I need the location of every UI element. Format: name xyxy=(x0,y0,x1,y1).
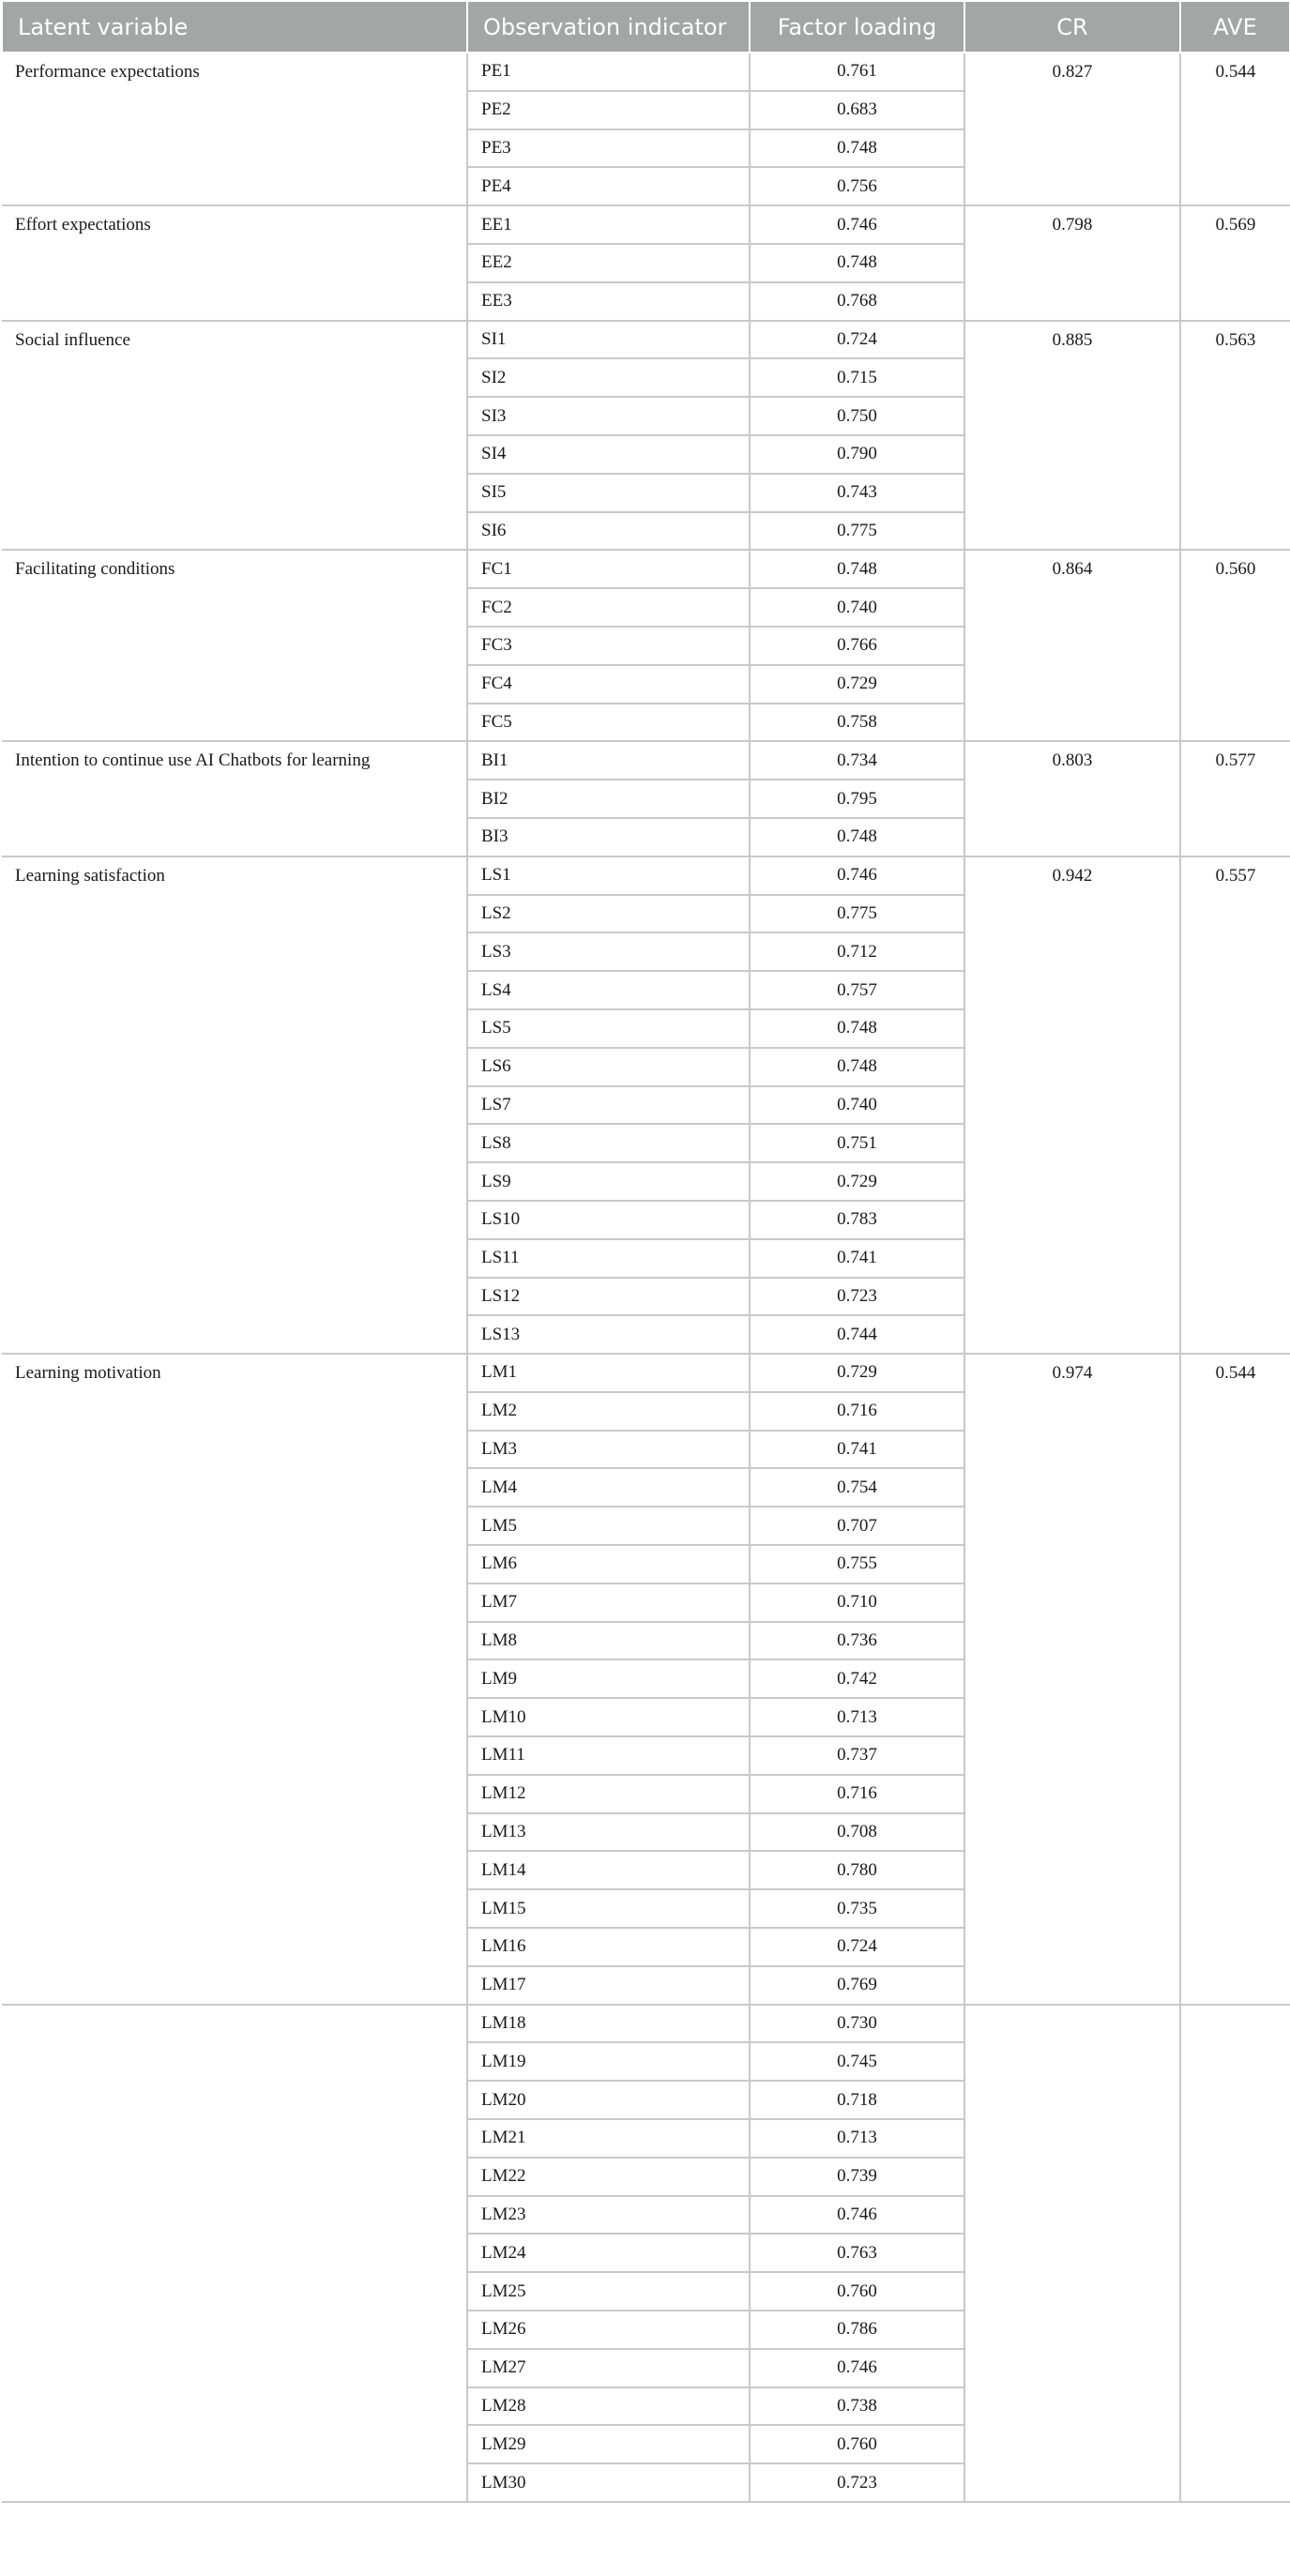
table-row xyxy=(2,2005,1290,2043)
factor-loading-cell: 0.708 xyxy=(750,1813,964,1852)
indicator-cell: SI2 xyxy=(467,358,750,397)
factor-loading-cell: 0.713 xyxy=(750,1698,964,1736)
indicator-cell: LM1 xyxy=(467,1354,750,1392)
indicator-cell: EE2 xyxy=(467,244,750,282)
indicator-cell: LS12 xyxy=(467,1278,750,1316)
factor-loading-cell: 0.760 xyxy=(750,2425,964,2463)
indicator-cell: LS9 xyxy=(467,1162,750,1201)
factor-loading-cell: 0.780 xyxy=(750,1851,964,1889)
indicator-cell: LS10 xyxy=(467,1201,750,1239)
ave-cell: 0.544 xyxy=(1180,1354,1290,2005)
indicator-cell: SI6 xyxy=(467,512,750,551)
cr-cell: 0.885 xyxy=(964,321,1180,551)
cr-cell: 0.942 xyxy=(964,856,1180,1354)
factor-loading-cell: 0.739 xyxy=(750,2158,964,2196)
indicator-cell: LM29 xyxy=(467,2425,750,2463)
indicator-cell: PE3 xyxy=(467,129,750,168)
factor-loading-cell: 0.754 xyxy=(750,1468,964,1507)
factor-loading-cell: 0.751 xyxy=(750,1124,964,1162)
ave-cell: 0.563 xyxy=(1180,321,1290,551)
header-observation-indicator: Observation indicator xyxy=(467,1,750,53)
factor-loading-cell: 0.748 xyxy=(750,550,964,588)
ave-cell: 0.577 xyxy=(1180,741,1290,856)
indicator-cell: LM10 xyxy=(467,1698,750,1736)
factor-loading-cell: 0.746 xyxy=(750,2349,964,2387)
header-cr: CR xyxy=(964,1,1180,53)
factor-loading-cell: 0.712 xyxy=(750,932,964,971)
factor-loading-cell: 0.723 xyxy=(750,2463,964,2502)
factor-loading-cell: 0.740 xyxy=(750,1086,964,1125)
indicator-cell: FC2 xyxy=(467,588,750,627)
indicator-cell: SI5 xyxy=(467,474,750,512)
indicator-cell: EE3 xyxy=(467,282,750,321)
latent-variable-cell: Learning satisfaction xyxy=(2,856,467,1354)
indicator-cell: LM17 xyxy=(467,1966,750,2005)
indicator-cell: LM22 xyxy=(467,2158,750,2196)
indicator-cell: PE2 xyxy=(467,91,750,129)
indicator-cell: LM15 xyxy=(467,1889,750,1928)
indicator-cell: LM5 xyxy=(467,1507,750,1545)
indicator-cell: LM20 xyxy=(467,2081,750,2119)
indicator-cell: LS4 xyxy=(467,971,750,1009)
cr-cell: 0.864 xyxy=(964,550,1180,741)
factor-loading-cell: 0.786 xyxy=(750,2311,964,2349)
factor-loading-cell: 0.741 xyxy=(750,1431,964,1469)
indicator-cell: LM12 xyxy=(467,1775,750,1813)
indicator-cell: LM23 xyxy=(467,2196,750,2235)
indicator-cell: LS13 xyxy=(467,1315,750,1354)
indicator-cell: FC5 xyxy=(467,704,750,742)
ave-cell: 0.569 xyxy=(1180,205,1290,320)
indicator-cell: LM6 xyxy=(467,1545,750,1583)
factor-loading-cell: 0.775 xyxy=(750,512,964,551)
factor-loading-cell: 0.750 xyxy=(750,397,964,435)
factor-loading-cell: 0.768 xyxy=(750,282,964,321)
indicator-cell: LM19 xyxy=(467,2042,750,2081)
factor-loading-cell: 0.743 xyxy=(750,474,964,512)
factor-loading-cell: 0.755 xyxy=(750,1545,964,1583)
table-header xyxy=(2,1,1290,53)
header-latent-variable: Latent variable xyxy=(2,1,467,53)
factor-loading-cell: 0.748 xyxy=(750,818,964,856)
factor-loading-cell: 0.730 xyxy=(750,2005,964,2043)
indicator-cell: LS5 xyxy=(467,1009,750,1048)
indicator-cell: PE1 xyxy=(467,53,750,91)
factor-loading-cell: 0.746 xyxy=(750,205,964,244)
factor-loading-cell: 0.724 xyxy=(750,321,964,359)
cr-cell: 0.827 xyxy=(964,53,1180,205)
indicator-cell: LM18 xyxy=(467,2005,750,2043)
table-row xyxy=(2,53,1290,91)
cr-cell: 0.803 xyxy=(964,741,1180,856)
table-row xyxy=(2,741,1290,780)
indicator-cell: LM11 xyxy=(467,1736,750,1775)
cr-cell: 0.974 xyxy=(964,1354,1180,2005)
indicator-cell: LM14 xyxy=(467,1851,750,1889)
indicator-cell: LM21 xyxy=(467,2119,750,2158)
factor-loading-cell: 0.738 xyxy=(750,2387,964,2426)
indicator-cell: BI2 xyxy=(467,780,750,818)
factor-loading-cell: 0.769 xyxy=(750,1966,964,2005)
factor-loading-cell: 0.729 xyxy=(750,1162,964,1201)
factor-loading-cell: 0.736 xyxy=(750,1622,964,1660)
indicator-cell: FC3 xyxy=(467,627,750,665)
table-row xyxy=(2,856,1290,895)
table-row xyxy=(2,321,1290,359)
ave-cell: 0.557 xyxy=(1180,856,1290,1354)
factor-loading-cell: 0.746 xyxy=(750,856,964,895)
indicator-cell: SI3 xyxy=(467,397,750,435)
indicator-cell: LS6 xyxy=(467,1048,750,1086)
table-body xyxy=(2,53,1290,2502)
factor-loading-cell: 0.737 xyxy=(750,1736,964,1775)
ave-cell: 0.544 xyxy=(1180,53,1290,205)
indicator-cell: LS7 xyxy=(467,1086,750,1125)
indicator-cell: FC1 xyxy=(467,550,750,588)
latent-variable-cell: Learning motivation xyxy=(2,1354,467,2005)
indicator-cell: LM7 xyxy=(467,1583,750,1622)
indicator-cell: EE1 xyxy=(467,205,750,244)
indicator-cell: LM13 xyxy=(467,1813,750,1852)
indicator-cell: LS1 xyxy=(467,856,750,895)
factor-loading-cell: 0.763 xyxy=(750,2234,964,2272)
indicator-cell: BI1 xyxy=(467,741,750,780)
factor-loading-cell: 0.748 xyxy=(750,1009,964,1048)
factor-loading-cell: 0.740 xyxy=(750,588,964,627)
factor-loading-cell: 0.756 xyxy=(750,167,964,205)
factor-loading-cell: 0.735 xyxy=(750,1889,964,1928)
indicator-cell: SI1 xyxy=(467,321,750,359)
header-factor-loading: Factor loading xyxy=(750,1,964,53)
factor-loading-cell: 0.744 xyxy=(750,1315,964,1354)
indicator-cell: LM28 xyxy=(467,2387,750,2426)
factor-loading-cell: 0.715 xyxy=(750,358,964,397)
indicator-cell: LM8 xyxy=(467,1622,750,1660)
indicator-cell: FC4 xyxy=(467,665,750,704)
factor-loading-cell: 0.760 xyxy=(750,2272,964,2311)
cr-cell: 0.798 xyxy=(964,205,1180,320)
indicator-cell: BI3 xyxy=(467,818,750,856)
factor-loading-cell: 0.723 xyxy=(750,1278,964,1316)
factor-loading-cell: 0.766 xyxy=(750,627,964,665)
ave-cell: 0.560 xyxy=(1180,550,1290,741)
latent-variable-cell: Social influence xyxy=(2,321,467,551)
indicator-cell: LS11 xyxy=(467,1239,750,1278)
factor-loading-cell: 0.748 xyxy=(750,1048,964,1086)
latent-variable-cell xyxy=(2,2005,467,2502)
factor-loading-cell: 0.746 xyxy=(750,2196,964,2235)
latent-variable-cell: Facilitating conditions xyxy=(2,550,467,741)
factor-loading-cell: 0.741 xyxy=(750,1239,964,1278)
indicator-cell: PE4 xyxy=(467,167,750,205)
factor-loading-cell: 0.716 xyxy=(750,1775,964,1813)
indicator-cell: LS2 xyxy=(467,895,750,933)
factor-loading-cell: 0.783 xyxy=(750,1201,964,1239)
indicator-cell: LM2 xyxy=(467,1392,750,1431)
latent-variable-cell: Performance expectations xyxy=(2,53,467,205)
table-row xyxy=(2,205,1290,244)
indicator-cell: LM9 xyxy=(467,1659,750,1698)
header-row xyxy=(2,1,1290,53)
indicator-cell: LM27 xyxy=(467,2349,750,2387)
latent-variable-cell: Effort expectations xyxy=(2,205,467,320)
factor-loading-cell: 0.729 xyxy=(750,1354,964,1392)
factor-loading-cell: 0.775 xyxy=(750,895,964,933)
factor-loading-cell: 0.683 xyxy=(750,91,964,129)
factor-loading-cell: 0.745 xyxy=(750,2042,964,2081)
indicator-cell: LM26 xyxy=(467,2311,750,2349)
factor-loading-cell: 0.742 xyxy=(750,1659,964,1698)
factor-loading-cell: 0.718 xyxy=(750,2081,964,2119)
indicator-cell: SI4 xyxy=(467,435,750,474)
factor-loading-cell: 0.729 xyxy=(750,665,964,704)
latent-variable-cell: Intention to continue use AI Chatbots for learning xyxy=(2,741,467,856)
table-row xyxy=(2,1354,1290,1392)
factor-loading-cell: 0.758 xyxy=(750,704,964,742)
table-row xyxy=(2,550,1290,588)
factor-loading-cell: 0.707 xyxy=(750,1507,964,1545)
factor-loading-cell: 0.716 xyxy=(750,1392,964,1431)
indicator-cell: LM25 xyxy=(467,2272,750,2311)
indicator-cell: LM4 xyxy=(467,1468,750,1507)
indicator-cell: LM16 xyxy=(467,1928,750,1966)
indicator-cell: LM3 xyxy=(467,1431,750,1469)
indicator-cell: LS8 xyxy=(467,1124,750,1162)
ave-cell xyxy=(1180,2005,1290,2502)
factor-loading-cell: 0.795 xyxy=(750,780,964,818)
factor-loading-cell: 0.724 xyxy=(750,1928,964,1966)
indicator-cell: LS3 xyxy=(467,932,750,971)
factor-loading-cell: 0.713 xyxy=(750,2119,964,2158)
factor-loading-cell: 0.761 xyxy=(750,53,964,91)
indicator-cell: LM24 xyxy=(467,2234,750,2272)
factor-loading-cell: 0.757 xyxy=(750,971,964,1009)
factor-loading-cell: 0.710 xyxy=(750,1583,964,1622)
indicator-cell: LM30 xyxy=(467,2463,750,2502)
factor-loading-cell: 0.790 xyxy=(750,435,964,474)
factor-loading-cell: 0.734 xyxy=(750,741,964,780)
header-ave: AVE xyxy=(1180,1,1290,53)
factor-loading-table xyxy=(1,0,1290,2503)
cr-cell xyxy=(964,2005,1180,2502)
factor-loading-cell: 0.748 xyxy=(750,244,964,282)
factor-loading-cell: 0.748 xyxy=(750,129,964,168)
